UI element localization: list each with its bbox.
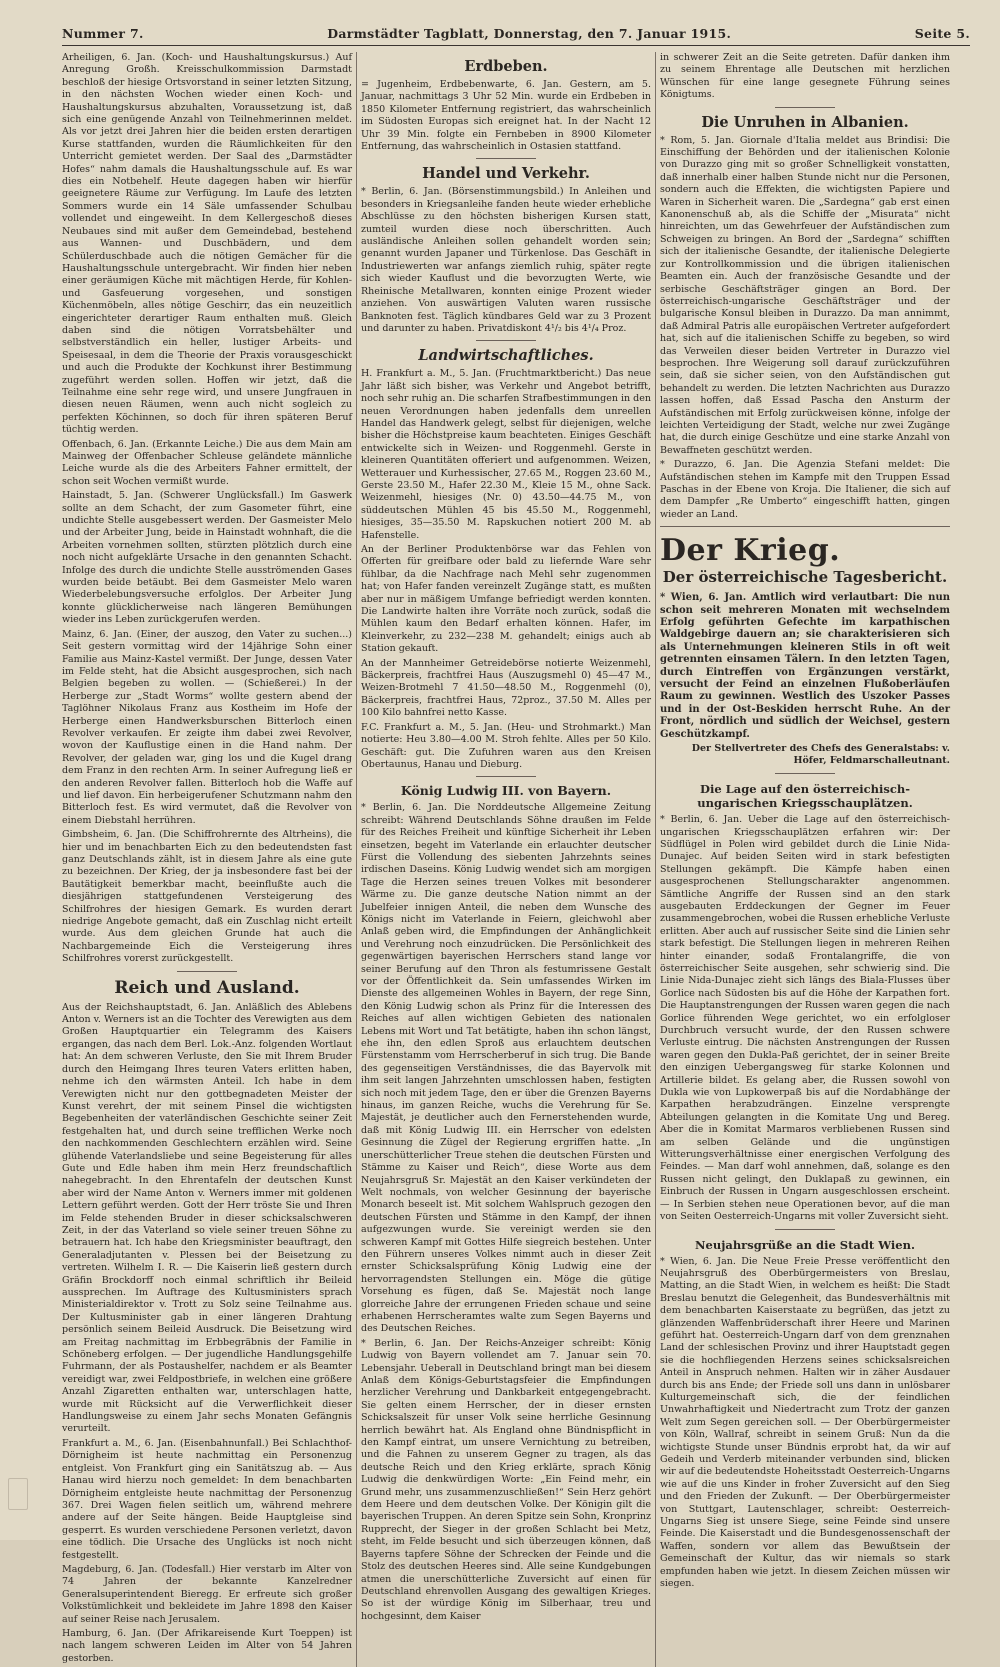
article-paragraph: Hainstadt, 5. Jan. (Schwerer Unglücksfall.) Im Gaswerk sollte an dem Schacht, der zum Gasometer führt, eine undichte Stelle ausgebessert werden. Der Gasmeister Melo und der Arbeiter Jung, beide in Hainstadt wohnhaft, die die Arbeiten vornehmen sollten, stürzten plötzlich durch eine noch nicht aufgeklärte Ursache in den genannten Schacht. Infolge des durch die undichte Stelle ausströmenden Gases wurden beide betäubt. Bei dem Gasmeister Melo waren Wiederbelebungsversuche erfolglos. Der Arbeiter Jung konnte glücklicherweise nach längeren Bemühungen wieder ins Leben zurückgerufen werden. xyxy=(62,490,352,626)
article-paragraph: F.C. Frankfurt a. M., 5. Jan. (Heu- und Strohmarkt.) Man notierte: Heu 3.80—4.00 M. Stroh fehlte. Alles per 50 Kilo. Geschäft: gut. Die Zufuhren waren aus den Kreisen Obertaunus, Hanau und Dieburg. xyxy=(361,721,651,770)
article-paragraph: * Durazzo, 6. Jan. Die Agenzia Stefani meldet: Die Aufständischen stehen im Kampfe mit den Truppen Essad Paschas in der Ebene von Kroja. Die Italiener, die sich auf dem Dampfer „Re Umberto“ eingeschifft hatten, gingen wieder an Land. xyxy=(660,459,950,520)
landwirtschaft-articles xyxy=(361,368,651,771)
signature-generalstab: Der Stellvertreter des Chefs des Generalstabs: v. Höfer, Feldmarschalleutnant. xyxy=(691,743,950,767)
article-paragraph: * Wien, 6. Jan. Amtlich wird verlautbart: Die nun schon seit mehreren Monaten mit wechselndem Erfolg geführten Gefechte im karpathischen Waldgebirge dauern an; sie charakterisieren sich als Unternehmungen kleineren Stils in oft weit getrennten einsamen Tälern. In den letzten Tagen, durch Eintreffen von Ergänzungen verstärkt, versucht der Feind an einzelnen Flußoberläufen Raum zu gewinnen. Westlich des Uszoker Passes und in der Ost-Beskiden herrscht Ruhe. An der Front, nördlich und südlich der Weichsel, gestern Geschützkampf. xyxy=(660,592,950,740)
article-paragraph: Offenbach, 6. Jan. (Erkannte Leiche.) Die aus dem Main am Mainweg der Offenbacher Schleuse geländete männliche Leiche wurde als die des Arbeiters Fahner ermittelt, der schon seit Wochen vermißt wurde. xyxy=(62,438,352,487)
page-side-label: Seite 5. xyxy=(914,26,970,41)
section-title-neujahrsgruesse: Neujahrsgrüße an die Stadt Wien. xyxy=(695,1237,915,1252)
divider xyxy=(476,158,536,159)
article-paragraph: Hamburg, 6. Jan. (Der Afrikareisende Kurt Toeppen) ist nach langem schweren Leiden im Alter von 54 Jahren gestorben. xyxy=(62,1627,352,1664)
article-paragraph: * Berlin, 6. Jan. (Börsenstimmungsbild.) In Anleihen und besonders in Kriegsanleihe fanden heute wieder erhebliche Abschlüsse zu den höchsten bisherigen Kursen statt, zumteil wurden diese noch überschritten. Auch ausländische Anleihen sollen gehandelt worden sein; genannt wurden Japaner und Türkenlose. Das Geschäft in Industriewerten war anfangs ziemlich ruhig, später regte sich wieder Kauflust und die bevorzugten Werte, wie Rheinische Metallwaren, konnten einige Prozent wieder anziehen. Von auswärtigen Valuten waren russische Banknoten fest. Täglich kündbares Geld war zu 3 Prozent und darunter zu haben. Privatdiskont 4¹/₂ bis 4¹/₄ Proz. xyxy=(361,186,651,334)
article-paragraph: Mainz, 6. Jan. (Einer, der auszog, den Vater zu suchen...) Seit gestern vormittag wird der 14jährige Sohn einer Familie aus Mainz-Kastel vermißt. Der Junge, dessen Vater im Felde steht, hat die Absicht ausgesprochen, sich nach Belgien begeben zu wollen. — (Schießerei.) In der Herberge zur „Stadt Worms“ wollte gestern abend der Taglöhner Nikolaus Franz aus Kostheim im Hofe der Herberge einen Handwerksburschen Bitterloch einen Revolver verkaufen. Er zeigte ihm dabei zwei Revolver, wovon der Kauflustige einen in die Hand nahm. Der Revolver, der geladen war, ging los und die Kugel drang dem Franz in den rechten Arm. In seiner Aufregung ließ er den anderen Revolver fallen. Bitterloch hob die Waffe auf und lief davon. Ein herbeigerufener Schutzmann nahm den Bitterloch fest. Es wird vermutet, daß die Revolver von einem Diebstahl herrühren. xyxy=(62,628,352,826)
article-paragraph: * Berlin, 6. Jan. Die Norddeutsche Allgemeine Zeitung schreibt: Während Deutschlands Söhne draußen im Felde für des Reiches Freiheit und künftige Sicherheit ihr Leben einsetzen, begeht im Vaterlande ein erlauchter deutscher Fürst die Vollendung des siebenten Jahrzehnts seines irdischen Daseins. König Ludwig wendet sich am morgigen Tage die Herzen seines treuen Volkes mit besonderer Wärme zu. Die ganze deutsche Nation nimmt an der Jubelfeier innigen Anteil, die neben dem Wunsche des Königs nicht im Vaterlande in Feiern, gleichwohl aber Anlaß geben wird, die Empfindungen der Anhänglichkeit und Verehrung noch einzudrücken. Die Persönlichkeit des gegenwärtigen bayerischen Herrschers stand lange vor seiner Berufung auf den Thron als festumrissene Gestalt vor der Öffentlichkeit da. Sein umfassendes Wirken im Dienste des allgemeinen Wohles in Bayern, der rege Sinn, den König Ludwig schon als Prinz für die Interessen des Reiches auf allen wichtigen Gebieten des nationalen Lebens mit Wort und Tat betätigte, haben ihn schon längst, ehe ihn, den edlen Sproß aus erlauchtem deutschen Fürstenstamm vom Herrscherberuf in sich trug. Die Bande des gegenseitigen Verständnisses, die das Bayervolk mit ihm seit langen Jahrzehnten umschlossen haben, festigten sich noch mit jedem Tage, den er über die Grenzen Bayerns hinaus, im ganzen Reiche, wuchs die Verehrung für Se. Majestät, je deutlicher auch den Fernerstehenden wurde, daß mit König Ludwig III. ein Herrscher von edelsten Gesinnung die Zügel der Regierung ergriffen hatte. „In unerschütterlicher Treue stehen die deutschen Fürsten und Stämme zu Kaiser und Reich“, diese Worte aus dem Neujahrsgruß Sr. Majestät an den Kaiser verkündeten der Welt nochmals, von welcher Gesinnung der bayerische Monarch beseelt ist. Mit solchem Wahlspruch gezogen den deutschen Fürsten und Stämme in den Kampf, der ihnen aufgezwungen wurde. Sie vereinigt werden sie den schweren Kampf mit Gottes Hilfe siegreich bestehen. Unter den Führern unseres Volkes nimmt auch in dieser Zeit ernster Schicksalsprüfung König Ludwig eine der hervorragendsten Stellungen ein. Möge die gütige Vorsehung es fügen, daß Se. Majestät noch lange glorreiche Jahre der errungenen Frieden schaue und seine erhabenen Herrscheramtes walte zum Segen Bayerns und des Deutschen Reiches. xyxy=(361,802,651,1335)
handel-articles xyxy=(361,186,651,335)
divider xyxy=(775,773,835,774)
local-news xyxy=(62,52,352,966)
albanien-articles xyxy=(660,135,950,522)
divider xyxy=(775,1229,835,1230)
article-paragraph: H. Frankfurt a. M., 5. Jan. (Fruchtmarktbericht.) Das neue Jahr läßt sich bisher, was Verkehr und Angebot betrifft, noch sehr ruhig an. Die scharfen Strafbestimmungen in den neuen Verordnungen haben jedenfalls dem unreellen Handel das Handwerk gelegt, selbst für diejenigen, welche bisher die Höchstpreise kaum beachteten. Einiges Geschäft entwickelte sich in Weizen- und Roggenmehl. Gerste in kleineren Quantitäten offeriert und aufgenommen. Weizen, Wetterauer und Kurhessischer, 27.65 M., Roggen 23.60 M., Gerste 23.50 M., Hafer 22.30 M., Kleie 15 M., ohne Sack. Weizenmehl, hiesiges (Nr. 0) 43.50—44.75 M., von süddeutschen Mühlen 45 bis 45.50 M., Roggenmehl, hiesiges, 35—35.50 M. Rapskuchen notiert 200 M. ab Hafenstelle. xyxy=(361,368,651,541)
divider xyxy=(476,776,536,777)
column-3 xyxy=(660,52,950,1667)
section-title-reich-ausland: Reich und Ausland. xyxy=(114,977,300,998)
page-number-label: Nummer 7. xyxy=(62,26,144,41)
article-paragraph: * Wien, 6. Jan. Die Neue Freie Presse veröffentlicht den Neujahrsgruß des Oberbürgermeisters von Breslau, Matting, an die Stadt Wien, in welchem es heißt: Die Stadt Breslau benutzt die Gelegenheit, das Bundesverhältnis mit dem benachbarten Kaiserstaate zu begrüßen, das jetzt zu glänzenden Waffenbrüderschaft ihrer Heere und Marinen geführt hat. Oesterreich-Ungarn darf von dem grenznahen Land der schlesischen Provinz und ihrer Hauptstadt gegen sie die hochfliegenden Herzens seines schicksalsreichen Anteil in Anspruch nehmen. Halten wir in zäher Ausdauer durch bis ans Ende; der Friede soll uns dann in unlösbarer Kulturgemeinschaft sich, die der feindlichen Unwahrhaftigkeit und Niedertracht zum Trotz der ganzen Welt zum Segen gereichen soll. — Der Oberbürgermeister von Köln, Wallraf, schreibt in seinem Gruß: Nun da die wichtigste Stunde unser Bündnis erprobt hat, da wir auf Gedeih und Verderb miteinander verbunden sind, blicken wir auf die bedeutendste Hoheitsstadt Oesterreich-Ungarns wie auf die uns Kinder in froher Zuversicht auf den Sieg und den Frieden der Zukunft. — Der Oberbürgermeister von Stuttgart, Lautenschlager, schreibt: Oesterreich-Ungarns Sieg ist unsere Siege, seine Feinde sind unsere Feinde. Die Kaiserstadt und die Bundesgenossenschaft der Waffen, sondern vor allem das Bewußtsein der Gemeinschaft der Kultur, das wir niemals so stark empfunden haben wie jetzt. In diesem Zeichen müssen wir siegen. xyxy=(660,1255,950,1590)
erdbeben-articles xyxy=(361,79,651,153)
divider xyxy=(775,107,835,108)
subheadline-tagesbericht: Der österreichische Tagesbericht. xyxy=(662,568,948,587)
lage-articles xyxy=(660,814,950,1223)
article-paragraph: in schwerer Zeit an die Seite getreten. Dafür danken ihm zu seinem Ehrentage alle Deutschen mit herzlichen Wünschen für eine lange gesegnete Führung seines Königtums. xyxy=(660,52,950,101)
article-paragraph: Frankfurt a. M., 6. Jan. (Eisenbahnunfall.) Bei Schlachthof-Dörnigheim ist heute nachmittag ein Personenzug entgleist. Von Frankfurt ging ein Sanitätszug ab. — Aus Hanau wird hierzu noch gemeldet: In dem benachbarten Dörnigheim entgleiste heute nachmittag der Personenzug 367. Drei Wagen fielen seitlich um, während mehrere andere auf der Seite hängen. Beide Hauptgleise sind gesperrt. Es wurden verschiedene Personen verletzt, davon eine tödlich. Die Ursache des Unglücks ist noch nicht festgestellt. xyxy=(62,1437,352,1561)
section-title-albanien: Die Unruhen in Albanien. xyxy=(701,113,909,131)
page-header xyxy=(62,26,970,46)
continuation-text xyxy=(660,52,950,102)
column-1 xyxy=(62,52,352,1667)
koenig-ludwig-articles xyxy=(361,802,651,1623)
section-title-landwirtschaft: Landwirtschaftliches. xyxy=(418,347,594,365)
reich-ausland-articles xyxy=(62,1002,352,1666)
section-title-koenig-ludwig: König Ludwig III. von Bayern. xyxy=(400,783,612,799)
article-paragraph: Arheiligen, 6. Jan. (Koch- und Haushaltungskursus.) Auf Anregung Großh. Kreisschulkommission Darmstadt beschloß der hiesige Ortsvorstand in seiner letzten Sitzung, in den nächsten Wochen wieder einen Koch- und Haushaltungskursus abzuhalten, Voraussetzung ist, daß sich eine genügende Anzahl von Teilnehmerinnen meldet. Als vor jetzt drei Jahren hier die beiden ersten derartigen Kurse stattfanden, wurden die Räumlichkeiten für den Unterricht gemietet werden. Der Saal des „Darmstädter Hofes“ nahm damals die Haushaltungsschule auf. Es war dies ein Notbehelf. Heute dagegen haben wir hierfür geeignetere Räume zur Verfügung. Im Laufe des letzten Sommers wurde ein 14 Säle umfassender Schulbau vollendet und eingeweiht. In dem Kellergeschoß dieses Neubaues sind mit außer dem Gemeindebad, bestehend aus Wannen- und Duschbädern, und dem Schülerduschbade auch die nötigen Gemächer für die Haushaltungsschule untergebracht. Wir finden hier neben einer geräumigen Küche mit mächtigen Herde, für Kohlen- und Gasfeuerung vorgesehen, und sonstigen Küchenmöbeln, alles nötige Geschirr, das ein neuzeitlich eingerichteter derartiger Raum enthalten muß. Gleich daben sind die nötigen Vorratsbehälter und selbstverständlich ein heller, lustiger Arbeits- und Speisesaal, in dem die Theorie der Praxis vorausgeschickt und auch die Produkte der Kochkunst ihrer Bestimmung zugeführt werden sollen. Hoffen wir jetzt, daß die Teilnahme eine sehr rege wird, und unsere Jungfrauen in diesen neuen Räumen, wenn auch nicht sogleich zu perfekten Köchinnen, so doch für ihren späteren Beruf tüchtig werden. xyxy=(62,52,352,436)
headline-der-krieg: Der Krieg. xyxy=(660,533,841,569)
column-2 xyxy=(361,52,651,1667)
divider xyxy=(177,971,237,972)
article-paragraph: * Rom, 5. Jan. Giornale d'Italia meldet aus Brindisi: Die Einschiffung der Behörden und der italienischen Kolonie von Durazzo ging mit so großer Schnelligkeit vonstatten, daß innerhalb einer halben Stunde nicht nur die Personen, sondern auch die Effekten, die wichtigsten Papiere und Waren in Sicherheit waren. Die „Sardegna“ gab erst einen Kanonenschuß ab, als die Schiffe der „Misurata“ nicht hinreichten, um das Gewehrfeuer der Aufständischen zum Schweigen zu bringen. An Bord der „Sardegna“ schifften sich der italienische Gesandte, der italienische Delegierte zur Kontrollkommission und die übrigen italienischen Beamten ein. Auch der französische Gesandte und der serbische Geschäftsträger gingen an Bord. Der österreichisch-ungarische Geschäftsträger und der bulgarische Konsul bleiben in Durazzo. Da man annimmt, daß Admiral Patris alle europäischen Vertreter aufgefordert hat, sich auf die italienischen Schiffe zu begeben, so wird das Verweilen dieser beiden Vertreter in Durazzo viel besprochen. Ihre Weigerung soll darauf zurückzuführen sein, daß sie sicher seien, von den Aufständischen gut behandelt zu werden. Die letzten Nachrichten aus Durazzo lassen hoffen, daß Essad Pascha den Ansturm der Aufständischen mit Erfolg zurückweisen könne, infolge der leichten Verteidigung der Stadt, welche nur zwei Zugänge hat, die durch einige Geschütze und eine starke Anzahl von Bewaffneten geschützt werden. xyxy=(660,134,950,456)
article-paragraph: Gimbsheim, 6. Jan. (Die Schiffrohrernte des Altrheins), die hier und im benachbarten Eich zu den bedeutendsten fast ganz Deutschlands zählt, ist in diesem Jahre als eine gute zu bezeichnen. Der Krieg, der ja insbesondere fast bei der Bautätigkeit bemerkbar macht, beeinflußte auch die diesjährigen stattgefundenen Versteigerung des Schilfrohres der hiesigen Gemark. Es wurden derart niedrige Angebote gemacht, daß ein Zuschlag nicht erteilt wurde. Aus dem gleichen Grunde hat auch die Nachbargemeinde Eich die Versteigerung ihres Schilfrohres vorerst zurückgestellt. xyxy=(62,829,352,965)
edge-mark xyxy=(8,1478,28,1510)
neujahrsgruesse-articles xyxy=(660,1256,950,1591)
section-title-lage: Die Lage auf den österreichisch-ungarischen Kriegsschauplätzen. xyxy=(697,782,913,811)
columns xyxy=(62,52,970,1664)
section-title-handel: Handel und Verkehr. xyxy=(422,165,590,183)
article-paragraph: An der Berliner Produktenbörse war das Fehlen von Offerten für greifbare oder bald zu liefernde Ware sehr fühlbar, da die Nachfrage nach Mehl sehr zugenommen hat; von Hafer fanden vereinzelt Zugänge statt, es mußten aber nur in mäßigem Umfange befriedigt werden konnten. Die Landwirte halten ihre Vorräte noch zurück, sodaß die Mühlen kaum den Bedarf erhalten können. Hafer, im Kleinverkehr, zu 232—238 M. gehandelt; einigs auch ab Station gekauft. xyxy=(361,544,651,655)
divider xyxy=(660,526,950,527)
masthead-dateline: Darmstädter Tagblatt, Donnerstag, den 7. Januar 1915. xyxy=(327,26,732,41)
article-paragraph: Magdeburg, 6. Jan. (Todesfall.) Hier verstarb im Alter von 74 Jahren der bekannte Kanzelredner Generalsuperintendent Bieregg. Er erfreute sich großer Volkstümlichkeit und bekleidete im Jahre 1898 den Kaiser auf seiner Reise nach Jerusalem. xyxy=(62,1563,352,1625)
article-paragraph: = Jugenheim, Erdbebenwarte, 6. Jan. Gestern, am 5. Januar, nachmittags 3 Uhr 52 Min. wurde ein Erdbeben in 1850 Kilometer Entfernung registriert, das wahrscheinlich im Südosten Europas sich ereignet hat. In der Nacht 12 Uhr 39 Min. folgte ein Fernbeben in 8900 Kilometer Entfernung, das wahrscheinlich in Ostasien stattfand. xyxy=(361,79,651,153)
article-paragraph: An der Mannheimer Getreidebörse notierte Weizenmehl, Bäckerpreis, frachtfrei Haus (Auszugsmehl 0) 45—47 M., Weizen-Brotmehl 7 41.50—48.50 M., Roggenmehl (0), Bäckerpreis, frachtfrei Haus, 72proz., 37.50 M. Alles per 100 Kilo bahnfrei netto Kasse. xyxy=(361,657,651,719)
divider xyxy=(476,340,536,341)
section-title-erdbeben: Erdbeben. xyxy=(464,58,548,75)
article-paragraph: * Berlin, 6. Jan. Der Reichs-Anzeiger schreibt: König Ludwig von Bayern vollendet am 7. Januar sein 70. Lebensjahr. Ueberall in Deutschland bringt man bei diesem Anlaß dem Königs-Geburtstagsfeier die Empfindungen herzlicher Verehrung und Dankbarkeit entgegengebracht. Sie gelten einem Herrscher, der in dieser ernsten Schicksalszeit für unser Volk seine herrliche Gesinnung herrlich bewährt hat. Als England ohne Bündnispflicht in den Kampf eintrat, um unsere Vernichtung zu betreiben, und die Fahnen zu unserem Gegner zu tragen, als das deutsche Reich und den Krieg erklärte, sprach König Ludwig die denkwürdigen Worte: „Ein Feind mehr, ein Grund mehr, uns zusammenzuschließen!“ Sein Herz gehört dem Heere und dem deutschen Volke. Der Königin gilt die bayerischen Truppen. An deren Spitze sein Sohn, Kronprinz Rupprecht, der Sieger in der großen Schlacht bei Metz, steht, im Felde besucht und sich überzeugen können, daß Bayerns tapfere Söhne der Schrecken der Feinde und die Stolz des deutschen Heeres sind. Alle seine Kundgebungen atmen die unerschütterliche Zuversicht auf einen für Deutschland ehrenvollen Ausgang des gewaltigen Krieges. So ist der würdige König im Silberhaar, treu und hochgesinnt, dem Kaiser xyxy=(361,1337,651,1622)
article-paragraph: * Berlin, 6. Jan. Ueber die Lage auf den österreichisch-ungarischen Kriegsschauplätzen erfahren wir: Der Südflügel in Polen wird gebildet durch die Linie Nida-Dunajec. Auf beiden Seiten wird in stark befestigten Stellungen gekämpft. Die Kämpfe haben einen ausgesprochenen Stellungscharakter angenommen. Sämtliche Angriffe der Russen sind an den stark ausgebauten Erddeckungen der Gegner im Feuer zusammengebrochen, wobei die Russen erhebliche Verluste erlitten. Aber auch auf russischer Seite sind die Linien sehr stark befestigt. Die Stellungen liegen in mehreren Reihen hinter einander, sodaß Frontalangriffe, die von österreichischer Seite ausgehen, sehr schwierig sind. Die Linie Nida-Dunajec zieht sich längs des Biala-Flusses über Gorlice nach Südosten bis auf die Höhe der Karpathen fort. Die Hauptanstrengungen der Russen waren gegen die nach Gorlice führenden Wege gerichtet, wo ein erfolgloser Durchbruch versucht wurde, der den Russen schwere Verluste eintrug. Die nächsten Anstrengungen der Russen waren gegen den Dukla-Paß gerichtet, der in seiner Breite den einzigen Uebergangsweg für starke Kolonnen und Artillerie bildet. Es gelang aber, die Russen sowohl von Dukla wie von Lupkowerpaß bis auf die Nordabhänge der Karpathen herabzudrängen. Einzelne versprengte Abteilungen gelangten in die Komitate Ung und Bereg. Aber die in Komitat Marmaros verbliebenen Russen sind am selben Gelände und die ungünstigen Witterungsverhältnisse einer energischen Verfolgung des Feindes. — Man darf wohl annehmen, daß, solange es den Russen nicht gelingt, den Duklapaß zu gewinnen, ein Einbruch der Russen in Ungarn ausgeschlossen erscheint. — In Serbien stehen neue Operationen bevor, auf die man von Seiten Oesterreich-Ungarns mit voller Zuversicht sieht. xyxy=(660,814,950,1223)
article-paragraph: Aus der Reichshauptstadt, 6. Jan. Anläßlich des Ablebens Anton v. Werners ist an die Tochter des Verewigten aus dem Großen Hauptquartier ein Telegramm des Kaisers ergangen, das nach dem Berl. Lok.-Anz. folgenden Wortlaut hat: An dem schweren Verluste, den Sie mit Ihrem Bruder durch den Heimgang Ihres teuren Vaters erlitten haben, nehme ich den wärmsten Anteil. Ich habe in dem Verewigten nicht nur den gottbegnadeten Meister der Kunst verehrt, der mit seinem Pinsel die wichtigsten Begebenheiten der vaterländischen Geschichte seiner Zeit festgehalten hat, und durch seine trefflichen Werke noch den nachkommenden Geschlechtern erzählen wird. Seine glühende Vaterlandsliebe und seine Begeisterung für alles Gute und Edle haben ihm mein Herz freundschaftlich nahegebracht. In den Ehrentafeln der deutschen Kunst aber wird der Name Anton v. Werners immer mit goldenen Lettern geführt werden. Gott der Herr tröste Sie und Ihren im Felde stehenden Bruder in dieser schicksalschweren Zeit, in der das Vaterland so viele seiner treuen Söhne zu betrauern hat. Ich habe den Kriegsminister beauftragt, den Generaladjutanten v. Plessen bei der Beisetzung zu vertreten. Wilhelm I. R. — Die Kaiserin ließ gestern durch Gräfin Brockdorff noch einmal schriftlich ihr Beileid aussprechen. Im Auftrage des Kultusministers sprach Ministerialdirektor v. Trott zu Solz seine Teilnahme aus. Der Kultusminister gab in einer längeren Drahtung persönlich seinem Beileid Ausdruck. Die Beisetzung wird am Freitag nachmittag im Erbbegräbnis der Familie in Schöneberg erfolgen. — Der jugendliche Handlungsgehilfe Fuhrmann, der als Postaushelfer, nachdem er als Beamter vereidigt war, zwei Feldpostbriefe, in welchen eine größere Anzahl Zigaretten enthalten war, unterschlagen hatte, wurde mit Rücksicht auf die Verwerflichkeit dieser Handlungsweise zu einem Jahr sechs Monaten Gefängnis verurteilt. xyxy=(62,1001,352,1435)
tagesbericht-text xyxy=(660,592,950,741)
